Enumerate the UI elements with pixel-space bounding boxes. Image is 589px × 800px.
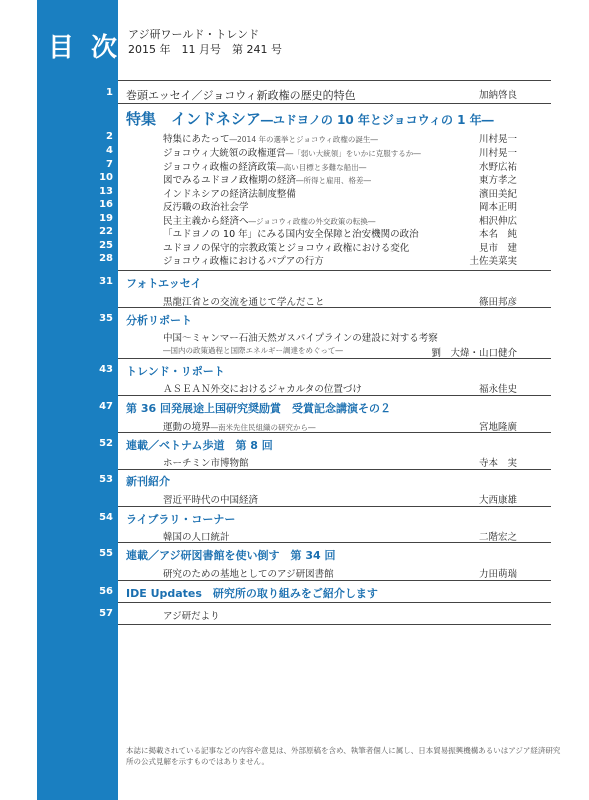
section-title: 連載／アジ研図書館を使い倒す 第 34 回: [126, 549, 336, 562]
entry-title: [163, 608, 220, 622]
feature-subtitle: ―ユドヨノの 10 年とジョコウィの 1 年―: [260, 113, 494, 127]
entry-title: [163, 419, 316, 433]
entry-title: [163, 186, 296, 200]
page-number: 55: [99, 548, 113, 559]
page-number: 52: [99, 438, 113, 449]
entry-title-text: ユドヨノの保守的宗教政策とジョコウィ政権における変化: [163, 243, 410, 254]
entry-title: [163, 492, 258, 506]
entry-title-text: 図でみるユドヨノ政権期の経済: [163, 175, 297, 186]
entry-title: [163, 226, 419, 240]
entry-author: 見市 建: [478, 243, 517, 254]
entry-title-text: ジョコウィ大統領の政権運営: [163, 148, 286, 159]
section-title: 分析リポート: [126, 314, 192, 327]
divider: [118, 432, 551, 433]
entry-author: 加納啓良: [478, 90, 517, 101]
entry-author: 二階宏之: [478, 532, 517, 543]
section-title: ライブラリ・コーナー: [126, 513, 236, 526]
divider: [118, 103, 551, 104]
page-number: 57: [99, 608, 113, 619]
magazine-title: アジ研ワールド・トレンド: [128, 28, 260, 41]
entry-title-text: インドネシアの経済法制度整備: [163, 189, 296, 200]
page-number: 16: [99, 199, 113, 210]
entry-title: [163, 330, 438, 344]
page-number: 28: [99, 253, 113, 264]
page-number: 22: [99, 226, 113, 237]
page-number: 47: [99, 401, 113, 412]
entry-subtitle: ―高い目標と多難な船出―: [276, 163, 367, 172]
page-number: 56: [99, 586, 113, 597]
entry-title: [163, 294, 325, 308]
entry-title-text: 黒龍江省との交流を通じて学んだこと: [163, 297, 325, 308]
page-number: 4: [106, 145, 113, 156]
page-number: 10: [99, 172, 113, 183]
page-number: 19: [99, 213, 113, 224]
sidebar: [37, 0, 118, 800]
entry-title: 巻頭エッセイ／ジョコウィ新政権の歴史的特色: [126, 89, 356, 102]
divider: [118, 307, 551, 308]
divider: [118, 80, 551, 81]
disclaimer-note: 本誌に掲載されている記事などの内容や意見は、外部原稿を含め、執筆者個人に属し、日本貿易振興機構あるいはアジア経済研究所の公式見解を示すものではありません。: [126, 746, 561, 766]
feature-label: 特集 インドネシア: [126, 110, 261, 128]
divider: [118, 270, 551, 271]
entry-subtitle: ―「弱い大統領」をいかに克服するか―: [285, 149, 421, 158]
page-number: 25: [99, 240, 113, 251]
entry-author: 劉 大煒・山口健介: [431, 348, 517, 359]
entry-title: [163, 253, 324, 267]
issue-info: 2015 年 11 月号 第 241 号: [128, 43, 282, 56]
divider: [118, 469, 551, 470]
section-title: 新刊紹介: [126, 475, 170, 488]
page-number: 13: [99, 186, 113, 197]
section-title: IDE Updates 研究所の取り組みをご紹介します: [126, 587, 378, 600]
section-title: フォトエッセイ: [126, 277, 202, 290]
page-number: 53: [99, 474, 113, 485]
entry-title: [163, 172, 371, 186]
entry-title: [163, 145, 421, 159]
entry-title: [163, 131, 378, 145]
entry-title: [163, 455, 249, 469]
entry-title-text: ジョコウィ政権におけるパプアの行方: [163, 256, 324, 267]
entry-author: 岡本正明: [478, 202, 517, 213]
entry-author: 川村晃一: [478, 148, 517, 159]
page-number: 35: [99, 313, 113, 324]
entry-title-text: ＡＳＥＡＮ外交におけるジャカルタの位置づけ: [163, 384, 362, 395]
page-number: 31: [99, 276, 113, 287]
entry-author: 福永佳史: [478, 384, 517, 395]
entry-title: [163, 240, 409, 254]
entry-title-text: ホーチミン市博物館: [163, 458, 249, 469]
entry-title-text: 「ユドヨノの 10 年」にみる国内安全保障と治安機関の政治: [163, 229, 419, 240]
entry-author: 濱田美紀: [478, 189, 517, 200]
entry-author: 本名 純: [478, 229, 517, 240]
entry-title: [163, 199, 249, 213]
divider: [118, 624, 551, 625]
entry-title: [163, 566, 334, 580]
entry-author: 宮地隆廣: [478, 422, 517, 433]
page-number: 54: [99, 512, 113, 523]
entry-subtitle: ―南米先住民組織の研究から―: [210, 423, 316, 432]
entry-title-text: 韓国の人口統計: [163, 532, 230, 543]
page-number: 43: [99, 364, 113, 375]
entry-author: 水野広祐: [478, 162, 517, 173]
entry-subtitle: ―所得と雇用、格差―: [296, 176, 372, 185]
entry-title-text: 民主主義から経済へ: [163, 216, 249, 227]
divider: [118, 395, 551, 396]
divider: [118, 602, 551, 603]
section-title: トレンド・リポート: [126, 365, 225, 378]
divider: [118, 580, 551, 581]
entry-subtitle: ―ジョコウィ政権の外交政策の転換―: [248, 217, 376, 226]
section-title: 第 36 回発展途上国研究奨励賞 受賞記念講演その２: [126, 402, 391, 415]
entry-title-text: 習近平時代の中国経済: [163, 495, 259, 506]
entry-title-text: 特集にあたって: [163, 134, 230, 145]
entry-author: 川村晃一: [478, 134, 517, 145]
entry-title-text: アジ研だより: [163, 611, 220, 622]
entry-title-text: ジョコウィ政権の経済政策: [163, 162, 277, 173]
divider: [118, 542, 551, 543]
entry-title: [163, 529, 230, 543]
entry-author: 寺本 実: [478, 458, 517, 469]
entry-author: 相沢伸広: [478, 216, 517, 227]
entry-title-text: 反汚職の政治社会学: [163, 202, 249, 213]
toc-title: 目次: [48, 33, 135, 63]
entry-author: 篠田邦彦: [478, 297, 517, 308]
page-number: 1: [106, 87, 113, 98]
entry-author: 力田萌瑞: [478, 569, 517, 580]
entry-author: 土佐美菜実: [469, 256, 517, 267]
page-number: 2: [106, 131, 113, 142]
entry-author: 大西康雄: [478, 495, 517, 506]
entry-title-text: 運動の境界: [163, 422, 211, 433]
divider: [118, 506, 551, 507]
page-number: 7: [106, 159, 113, 170]
feature-heading: [126, 108, 494, 129]
entry-subtitle: ―2014 年の選挙とジョコウィ政権の誕生―: [229, 135, 378, 144]
entry-title-text: 中国～ミャンマー石油天然ガスパイプラインの建設に対する考察: [163, 333, 438, 344]
entry-title: [163, 381, 362, 395]
entry-title-text: 研究のための基地としてのアジ研図書館: [163, 569, 334, 580]
divider: [118, 358, 551, 359]
entry-author: 東方孝之: [478, 175, 517, 186]
entry-title: [163, 159, 366, 173]
entry-title: [163, 213, 375, 227]
section-title: 連載／ベトナム歩道 第 8 回: [126, 439, 273, 452]
entry-subtitle: ―国内の政策過程と国際エネルギー調達をめぐって―: [163, 346, 343, 355]
